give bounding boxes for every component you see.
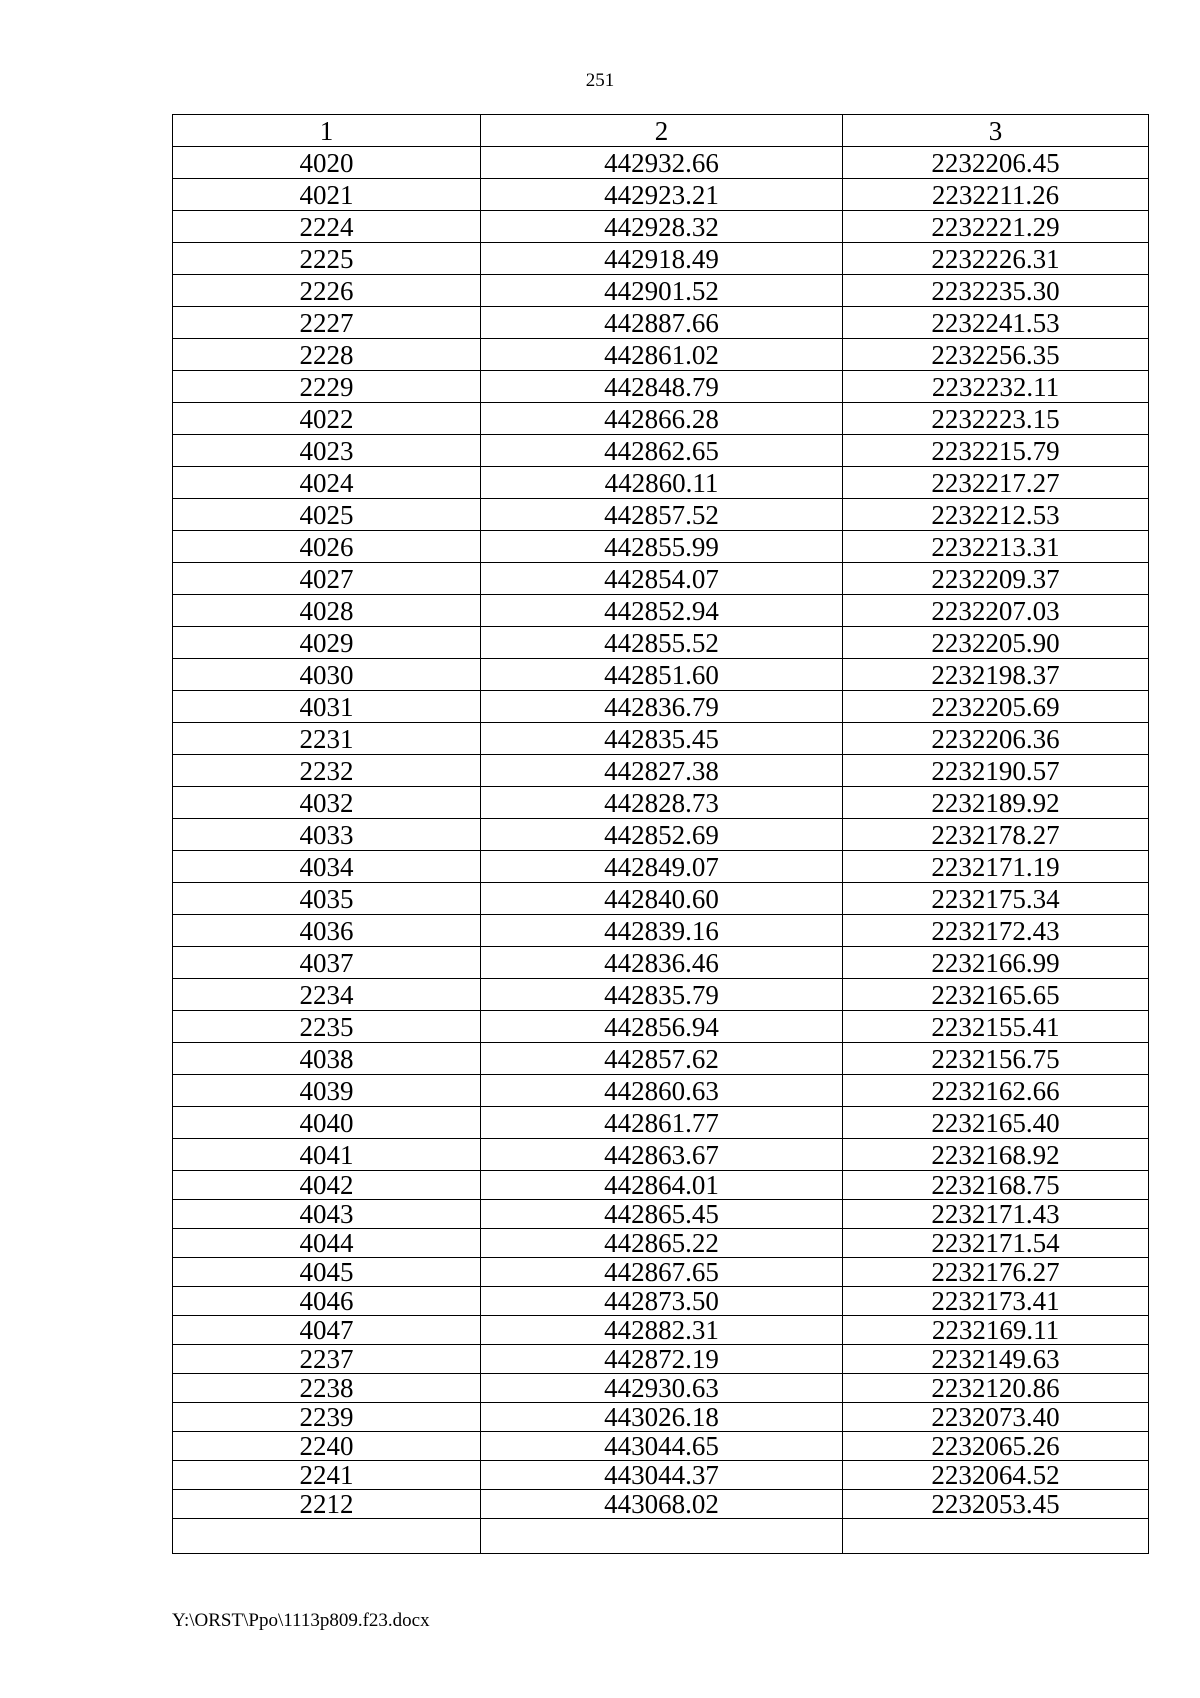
- table-cell-col-3: 2232211.26: [843, 179, 1149, 211]
- table-row: [173, 243, 1149, 275]
- table-cell-col-1: 2227: [173, 307, 481, 339]
- table-cell-col-2: 442848.79: [481, 371, 843, 403]
- table-cell-col-1: 4037: [173, 947, 481, 979]
- footer-file-path: Y:\ORST\Ppo\1113p809.f23.docx: [172, 1610, 430, 1631]
- table-cell-col-1: 2231: [173, 723, 481, 755]
- table-cell-col-3: 2232053.45: [843, 1490, 1149, 1519]
- table-row: [173, 339, 1149, 371]
- table-row: [173, 435, 1149, 467]
- table-cell-col-3: 2232165.65: [843, 979, 1149, 1011]
- table-cell-col-2: 442873.50: [481, 1287, 843, 1316]
- table-cell-col-1: 4046: [173, 1287, 481, 1316]
- table-cell-col-1: 2229: [173, 371, 481, 403]
- table-cell-col-2: 442836.46: [481, 947, 843, 979]
- table-cell-col-2: 442840.60: [481, 883, 843, 915]
- table-row: [173, 1403, 1149, 1432]
- table-row: [173, 1043, 1149, 1075]
- table-cell-col-1: 2235: [173, 1011, 481, 1043]
- table-row: [173, 947, 1149, 979]
- table-cell-col-1: 4034: [173, 851, 481, 883]
- table-cell-col-3: 2232168.92: [843, 1139, 1149, 1171]
- table-cell-col-1: 4044: [173, 1229, 481, 1258]
- table-cell-col-2: 442854.07: [481, 563, 843, 595]
- table-cell-col-2: 442861.77: [481, 1107, 843, 1139]
- table-cell-col-3: 2232171.43: [843, 1200, 1149, 1229]
- table-cell-col-3: 2232226.31: [843, 243, 1149, 275]
- table-cell-col-1: 4032: [173, 787, 481, 819]
- table-cell-col-2: 442882.31: [481, 1316, 843, 1345]
- table-cell-col-1: 4035: [173, 883, 481, 915]
- table-row: [173, 307, 1149, 339]
- table-cell-col-3: 2232213.31: [843, 531, 1149, 563]
- table-row: [173, 499, 1149, 531]
- table-cell-col-2: 442849.07: [481, 851, 843, 883]
- table-cell-col-3: 2232235.30: [843, 275, 1149, 307]
- table-cell-col-2: 442872.19: [481, 1345, 843, 1374]
- table-cell-col-1: 2225: [173, 243, 481, 275]
- table-cell-col-3: 2232162.66: [843, 1075, 1149, 1107]
- table-cell-col-1: 4031: [173, 691, 481, 723]
- table-cell-col-1: 2212: [173, 1490, 481, 1519]
- table-cell-col-1: 4040: [173, 1107, 481, 1139]
- coordinates-table-body: [173, 115, 1149, 1554]
- table-row: [173, 1229, 1149, 1258]
- table-cell-empty: [481, 1519, 843, 1554]
- table-cell-col-2: 442860.63: [481, 1075, 843, 1107]
- table-header-row: [173, 115, 1149, 147]
- table-row: [173, 819, 1149, 851]
- table-cell-col-3: 2232172.43: [843, 915, 1149, 947]
- table-cell-col-2: 442932.66: [481, 147, 843, 179]
- table-cell-col-3: 2232221.29: [843, 211, 1149, 243]
- table-row: [173, 531, 1149, 563]
- table-cell-col-1: 2232: [173, 755, 481, 787]
- table-row-empty: [173, 1519, 1149, 1554]
- table-cell-col-2: 442930.63: [481, 1374, 843, 1403]
- table-row: [173, 563, 1149, 595]
- table-cell-empty: [173, 1519, 481, 1554]
- table-cell-col-2: 442839.16: [481, 915, 843, 947]
- table-cell-col-3: 2232205.90: [843, 627, 1149, 659]
- table-cell-col-2: 442835.45: [481, 723, 843, 755]
- table-cell-col-2: 442855.99: [481, 531, 843, 563]
- table-cell-col-1: 2238: [173, 1374, 481, 1403]
- table-row: [173, 1374, 1149, 1403]
- table-cell-col-2: 442865.45: [481, 1200, 843, 1229]
- table-cell-col-2: 442865.22: [481, 1229, 843, 1258]
- table-cell-col-2: 442918.49: [481, 243, 843, 275]
- table-cell-col-3: 2232217.27: [843, 467, 1149, 499]
- table-row: [173, 275, 1149, 307]
- table-cell-col-1: 4030: [173, 659, 481, 691]
- coordinates-table: [172, 114, 1149, 1554]
- table-cell-col-2: 443044.65: [481, 1432, 843, 1461]
- table-cell-col-2: 442852.69: [481, 819, 843, 851]
- table-cell-col-2: 442857.52: [481, 499, 843, 531]
- table-cell-col-1: 2224: [173, 211, 481, 243]
- table-cell-col-1: 2241: [173, 1461, 481, 1490]
- table-row: [173, 1011, 1149, 1043]
- table-cell-col-2: 442928.32: [481, 211, 843, 243]
- table-cell-col-1: 4020: [173, 147, 481, 179]
- table-cell-col-2: 442866.28: [481, 403, 843, 435]
- table-cell-col-3: 2232064.52: [843, 1461, 1149, 1490]
- table-cell-col-3: 2232241.53: [843, 307, 1149, 339]
- table-cell-col-3: 2232205.69: [843, 691, 1149, 723]
- table-cell-col-1: 4033: [173, 819, 481, 851]
- table-cell-col-3: 2232168.75: [843, 1171, 1149, 1200]
- table-row: [173, 1432, 1149, 1461]
- table-cell-col-3: 2232223.15: [843, 403, 1149, 435]
- table-cell-col-3: 2232209.37: [843, 563, 1149, 595]
- table-cell-col-3: 2232215.79: [843, 435, 1149, 467]
- table-row: [173, 627, 1149, 659]
- table-cell-col-1: 4026: [173, 531, 481, 563]
- table-row: [173, 915, 1149, 947]
- table-cell-col-2: 442860.11: [481, 467, 843, 499]
- table-row: [173, 403, 1149, 435]
- table-row: [173, 371, 1149, 403]
- table-cell-col-1: 4022: [173, 403, 481, 435]
- table-row: [173, 147, 1149, 179]
- table-cell-col-3: 2232065.26: [843, 1432, 1149, 1461]
- table-row: [173, 979, 1149, 1011]
- table-cell-col-2: 442857.62: [481, 1043, 843, 1075]
- table-cell-col-3: 2232173.41: [843, 1287, 1149, 1316]
- table-cell-col-2: 442827.38: [481, 755, 843, 787]
- table-cell-col-1: 4042: [173, 1171, 481, 1200]
- table-cell-col-2: 442901.52: [481, 275, 843, 307]
- table-cell-col-3: 2232178.27: [843, 819, 1149, 851]
- table-cell-col-1: 4043: [173, 1200, 481, 1229]
- table-cell-col-2: 442887.66: [481, 307, 843, 339]
- table-row: [173, 1075, 1149, 1107]
- table-row: [173, 1107, 1149, 1139]
- table-cell-col-2: 442862.65: [481, 435, 843, 467]
- table-cell-col-1: 4021: [173, 179, 481, 211]
- table-cell-col-1: 4045: [173, 1258, 481, 1287]
- table-row: [173, 211, 1149, 243]
- table-cell-col-1: 4025: [173, 499, 481, 531]
- table-cell-col-3: 2232166.99: [843, 947, 1149, 979]
- table-cell-col-1: 2240: [173, 1432, 481, 1461]
- table-row: [173, 787, 1149, 819]
- table-cell-col-3: 2232175.34: [843, 883, 1149, 915]
- table-cell-col-2: 442861.02: [481, 339, 843, 371]
- table-row: [173, 1490, 1149, 1519]
- table-cell-col-1: 4039: [173, 1075, 481, 1107]
- table-row: [173, 691, 1149, 723]
- table-row: [173, 851, 1149, 883]
- table-cell-col-2: 442852.94: [481, 595, 843, 627]
- table-row: [173, 1345, 1149, 1374]
- page-number: 251: [585, 70, 615, 91]
- table-row: [173, 1139, 1149, 1171]
- table-cell-col-2: 442864.01: [481, 1171, 843, 1200]
- table-cell-col-3: 2232171.54: [843, 1229, 1149, 1258]
- column-header-1: 1: [173, 115, 481, 147]
- table-cell-col-3: 2232256.35: [843, 339, 1149, 371]
- table-cell-col-3: 2232232.11: [843, 371, 1149, 403]
- table-row: [173, 595, 1149, 627]
- table-cell-col-1: 4023: [173, 435, 481, 467]
- table-cell-col-3: 2232212.53: [843, 499, 1149, 531]
- table-cell-col-2: 443044.37: [481, 1461, 843, 1490]
- table-cell-col-1: 2234: [173, 979, 481, 1011]
- table-cell-col-1: 2239: [173, 1403, 481, 1432]
- table-cell-col-3: 2232156.75: [843, 1043, 1149, 1075]
- table-cell-col-1: 2226: [173, 275, 481, 307]
- table-cell-col-3: 2232155.41: [843, 1011, 1149, 1043]
- table-cell-col-3: 2232190.57: [843, 755, 1149, 787]
- table-row: [173, 659, 1149, 691]
- table-cell-col-2: 442828.73: [481, 787, 843, 819]
- table-cell-col-3: 2232176.27: [843, 1258, 1149, 1287]
- table-row: [173, 467, 1149, 499]
- table-cell-col-3: 2232189.92: [843, 787, 1149, 819]
- table-cell-col-1: 4027: [173, 563, 481, 595]
- table-cell-col-1: 4024: [173, 467, 481, 499]
- table-row: [173, 883, 1149, 915]
- table-cell-col-2: 442855.52: [481, 627, 843, 659]
- table-cell-col-2: 442863.67: [481, 1139, 843, 1171]
- table-row: [173, 1171, 1149, 1200]
- table-cell-col-1: 4041: [173, 1139, 481, 1171]
- table-cell-col-1: 4028: [173, 595, 481, 627]
- table-cell-col-3: 2232171.19: [843, 851, 1149, 883]
- table-cell-col-3: 2232149.63: [843, 1345, 1149, 1374]
- table-cell-col-1: 2237: [173, 1345, 481, 1374]
- table-row: [173, 723, 1149, 755]
- table-cell-col-1: 4029: [173, 627, 481, 659]
- table-row: [173, 755, 1149, 787]
- column-header-3: 3: [843, 115, 1149, 147]
- table-row: [173, 179, 1149, 211]
- table-cell-col-2: 443068.02: [481, 1490, 843, 1519]
- table-row: [173, 1287, 1149, 1316]
- table-row: [173, 1316, 1149, 1345]
- table-row: [173, 1258, 1149, 1287]
- table-cell-col-2: 442835.79: [481, 979, 843, 1011]
- table-cell-col-3: 2232206.45: [843, 147, 1149, 179]
- table-cell-col-3: 2232207.03: [843, 595, 1149, 627]
- table-cell-col-3: 2232169.11: [843, 1316, 1149, 1345]
- table-cell-col-2: 442856.94: [481, 1011, 843, 1043]
- table-cell-col-1: 2228: [173, 339, 481, 371]
- table-cell-empty: [843, 1519, 1149, 1554]
- table-cell-col-1: 4038: [173, 1043, 481, 1075]
- table-cell-col-1: 4047: [173, 1316, 481, 1345]
- table-row: [173, 1461, 1149, 1490]
- table-cell-col-3: 2232198.37: [843, 659, 1149, 691]
- table-cell-col-2: 442836.79: [481, 691, 843, 723]
- table-cell-col-2: 443026.18: [481, 1403, 843, 1432]
- column-header-2: 2: [481, 115, 843, 147]
- table-cell-col-3: 2232165.40: [843, 1107, 1149, 1139]
- table-cell-col-2: 442923.21: [481, 179, 843, 211]
- table-cell-col-3: 2232073.40: [843, 1403, 1149, 1432]
- table-cell-col-1: 4036: [173, 915, 481, 947]
- table-cell-col-3: 2232206.36: [843, 723, 1149, 755]
- table-row: [173, 1200, 1149, 1229]
- table-cell-col-2: 442867.65: [481, 1258, 843, 1287]
- table-cell-col-3: 2232120.86: [843, 1374, 1149, 1403]
- table-cell-col-2: 442851.60: [481, 659, 843, 691]
